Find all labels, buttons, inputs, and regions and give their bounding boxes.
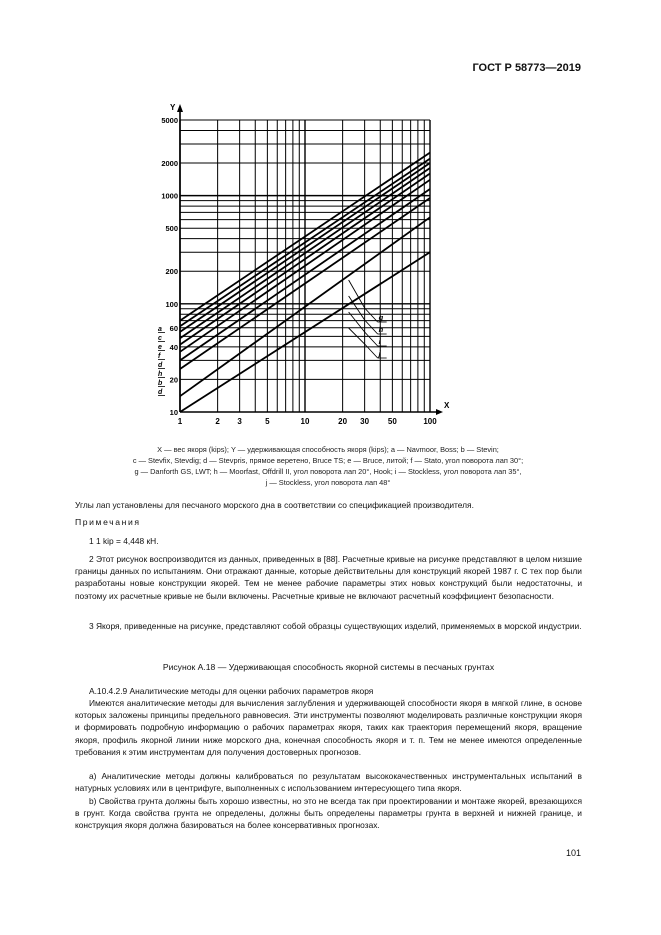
left-curve-label: d: [158, 389, 163, 396]
y-tick-label: 40: [169, 342, 178, 352]
chart-axes: [177, 104, 443, 415]
section-title: А.10.4.2.9 Аналитические методы для оценки рабочих параметров якоря: [89, 686, 374, 696]
note-3: 3 Якоря, приведенные на рисунке, представляют собой образцы существующих изделий, применяемых в морской индустрии.: [89, 621, 582, 631]
legend-line: g — Danforth GS, LWT; h — Moorfast, Offdrill II, угол поворота лап 20°, Hook; i — Stockless, угол поворота лап 35°,: [134, 467, 522, 476]
x-axis-letter: X: [444, 401, 450, 410]
right-curve-label: i: [378, 337, 381, 346]
y-tick-label: 1000: [161, 191, 178, 201]
x-tick-label: 1: [177, 417, 183, 426]
y-tick-label: 5000: [161, 116, 178, 125]
figure-legend: [78, 444, 578, 488]
page-number: 101: [565, 848, 581, 858]
x-tick-label: 5: [265, 417, 270, 426]
left-curve-label: f: [158, 353, 161, 360]
legend-line: j — Stockless, угол поворота лап 48°: [265, 478, 391, 487]
legend-line: c — Stevfix, Stevdig; d — Stevpris, прямое веретено, Bruce TS; e — Bruce, литой; f — Stato, угол поворота лап 30°;: [132, 456, 524, 465]
x-tick-label: 3: [237, 417, 242, 426]
left-curve-label: b: [158, 380, 163, 387]
x-tick-label: 50: [387, 417, 397, 426]
y-tick-label: 500: [165, 224, 178, 234]
x-tick-label: 100: [423, 417, 437, 426]
x-tick-label: 30: [360, 417, 370, 426]
standard-number: ГОСТ Р 58773—2019: [472, 62, 581, 74]
y-tick-label: 20: [169, 375, 178, 385]
right-label-leader: [349, 328, 378, 358]
chart-labels: [158, 103, 450, 426]
angles-paragraph: Углы лап установлены для песчаного морского дна в соответствии со спецификацией производителя.: [75, 500, 474, 510]
y-tick-label: 100: [165, 299, 178, 309]
left-curve-label: e: [158, 344, 162, 351]
left-curve-label: h: [158, 371, 163, 378]
right-curve-label: h: [378, 325, 384, 334]
note-2: 2 Этот рисунок воспроизводится из данных, приведенных в [88]. Расчетные кривые на рисунке представляют в целом низшие границы данных по испытаниям. Они отражают данные, которые действительны для конструкций якорей 1987 г. С тех пор были разработаны новые конструкции якорей. Тем не менее рабочие параметры этих новых конструкций были недостаточны, и поэтому их расчетные кривые не были включены. Расчетные кривые не включают расчетный коэффициент безопасности.: [75, 554, 582, 601]
paragraph-item-b: b) Свойства грунта должны быть хорошо известны, но это не всегда так при проектировании и монтаже якорей, врезающихся в грунт. Когда свойства грунта не определены, должны быть определены параметры грунта в верхней и нижней границе, и конструкция якоря должна базироваться на более консервативных прогнозах.: [75, 796, 582, 831]
x-tick-label: 20: [338, 417, 348, 426]
x-tick-label: 2: [215, 417, 220, 426]
y-tick-label: 60: [169, 323, 178, 333]
y-axis-letter: Y: [170, 103, 176, 112]
figure-caption: Рисунок А.18 — Удерживающая способность якорной системы в песчаных грунтах: [162, 662, 495, 672]
y-tick-label: 10: [169, 408, 178, 417]
notes-title: Примечания: [75, 517, 141, 527]
legend-line: X — вес якоря (kips); Y — удерживающая способность якоря (kips); a — Navmoor, Boss; b — Stevin;: [157, 445, 499, 454]
x-axis-arrow: [436, 409, 443, 415]
y-tick-label: 200: [165, 267, 178, 277]
left-curve-label: d: [158, 362, 163, 369]
note-1: 1 1 kip = 4,448 кН.: [89, 536, 159, 546]
right-curve-label: j: [378, 349, 381, 358]
paragraph-analytic-methods: Имеются аналитические методы для вычисления заглубления и удерживающей способности якоря в мягкой глине, в основе которых заложены принципы предельного равновесия. Эти инструменты позволяют моделировать различные конструкции якоря и формировать подробную информацию о рабочих параметрах якоря, таких как траектория перемещений якоря, вращение якоря, профиль якорной линии ниже морского дна, конечная способность якоря и т. п. Тем не менее имеются определенные требования к этим инструментам для получения достоверных прогнозов.: [75, 698, 582, 757]
left-curve-label: a: [158, 326, 162, 333]
x-tick-label: 10: [300, 417, 310, 426]
right-curve-label: g: [378, 313, 384, 322]
paragraph-item-a: а) Аналитические методы должны калиброваться по результатам высококачественных инструментальных испытаний в натурных условиях или в центрифуге, выполненных с использованием интересующего типа якоря.: [75, 771, 582, 794]
y-tick-label: 2000: [161, 159, 178, 169]
y-axis-arrow: [177, 104, 183, 112]
anchor-capacity-chart: [148, 98, 458, 428]
left-curve-label: c: [158, 335, 162, 342]
